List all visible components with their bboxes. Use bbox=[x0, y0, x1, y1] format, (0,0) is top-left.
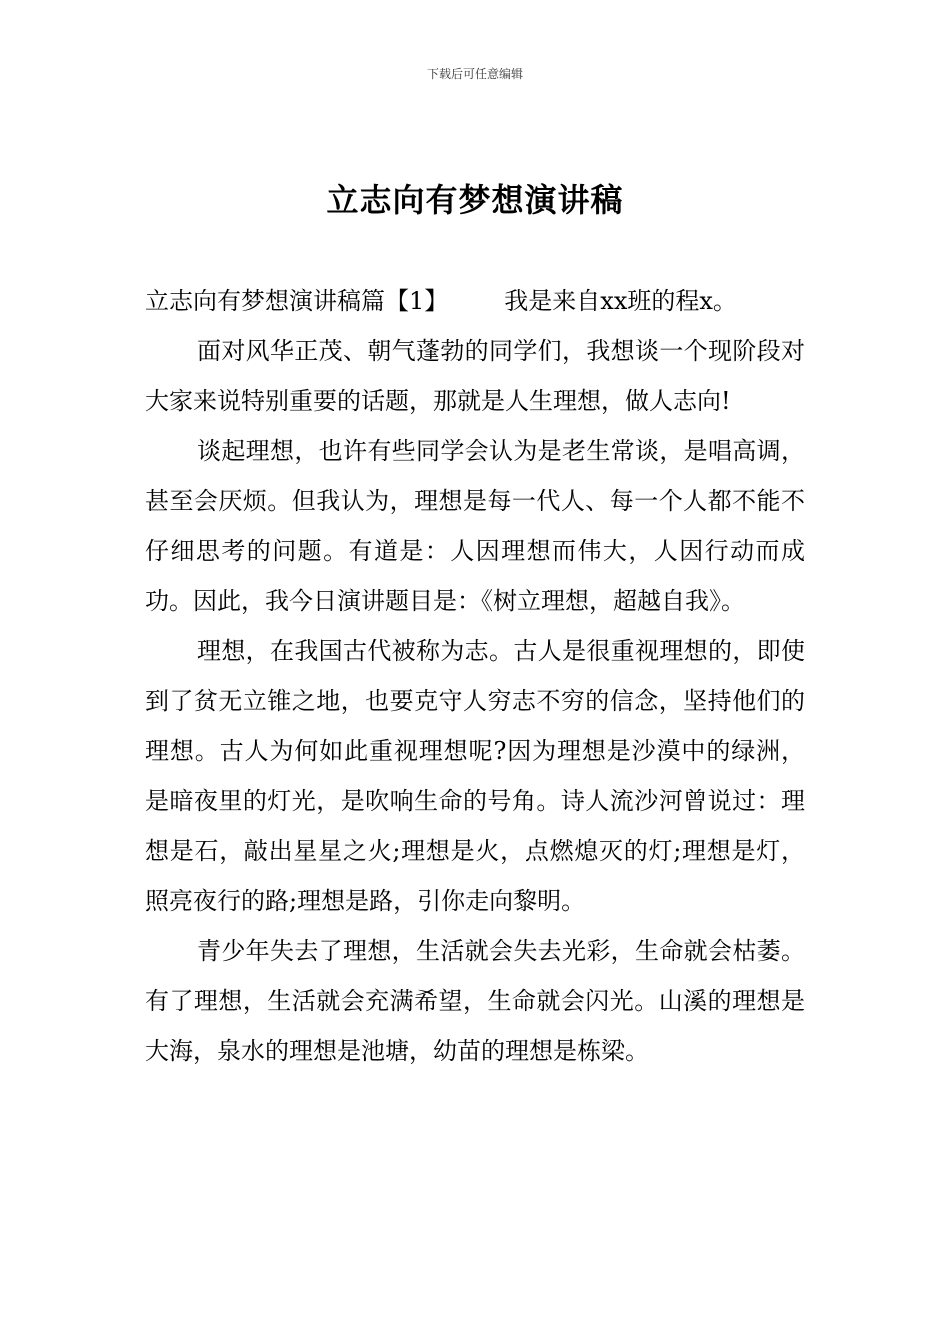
section-heading-line bbox=[145, 276, 805, 326]
header-note: 下载后可任意编辑 bbox=[426, 67, 523, 81]
paragraph-1: 面对风华正茂、朝气蓬勃的同学们，我想谈一个现阶段对大家来说特别重要的话题，那就是人生理想，做人志向! bbox=[145, 337, 805, 415]
section-heading: 立志向有梦想演讲稿篇【1】 bbox=[145, 287, 449, 315]
intro-sentence: 我是来自xx班的程x。 bbox=[504, 287, 737, 315]
document-body bbox=[145, 276, 805, 1076]
paragraph-3: 理想，在我国古代被称为志。古人是很重视理想的，即使到了贫无立锥之地，也要克守人穷志不穷的信念，坚持他们的理想。古人为何如此重视理想呢?因为理想是沙漠中的绿洲，是暗夜里的灯光，是吹响生命的号角。诗人流沙河曾说过：理想是石，敲出星星之火;理想是火，点燃熄灭的灯;理想是灯，照亮夜行的路;理想是路，引你走向黎明。 bbox=[145, 637, 805, 915]
paragraph-2: 谈起理想，也许有些同学会认为是老生常谈，是唱高调，甚至会厌烦。但我认为，理想是每一代人、每一个人都不能不仔细思考的问题。有道是：人因理想而伟大，人因行动而成功。因此，我今日演讲题目是：《树立理想，超越自我》。 bbox=[145, 437, 805, 615]
paragraph-4: 青少年失去了理想，生活就会失去光彩，生命就会枯萎。有了理想，生活就会充满希望，生命就会闪光。山溪的理想是大海，泉水的理想是池塘，幼苗的理想是栋梁。 bbox=[145, 937, 805, 1065]
document-title: 立志向有梦想演讲稿 bbox=[326, 181, 624, 219]
